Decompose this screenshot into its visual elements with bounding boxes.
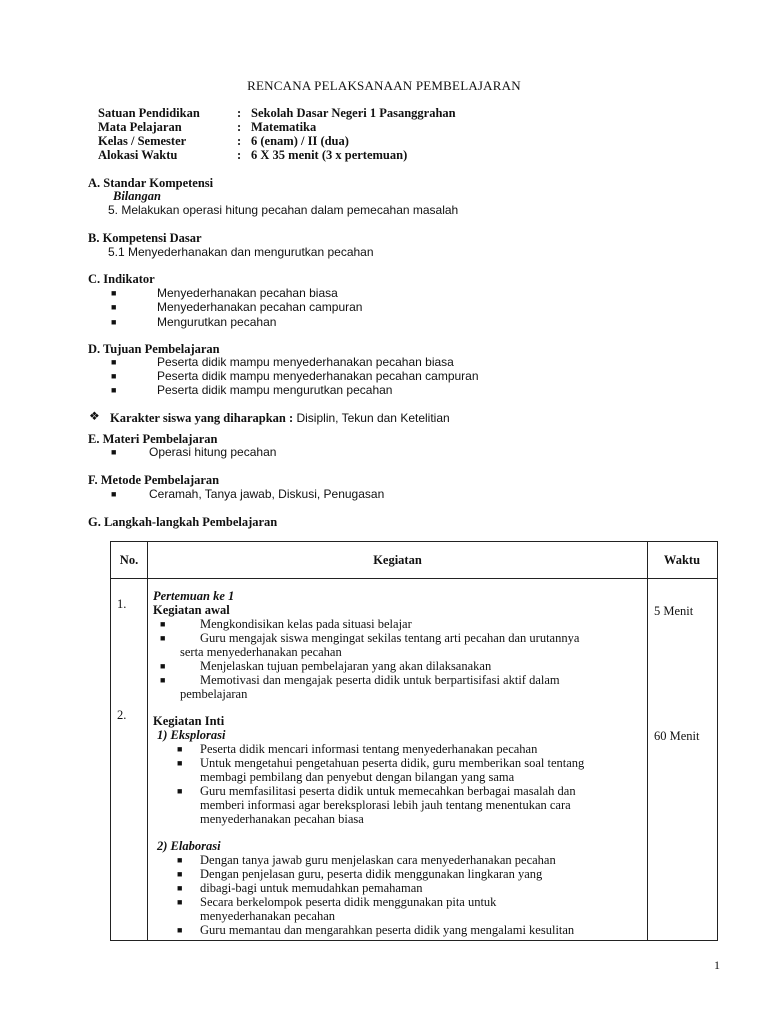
activity-line: Mengkondisikan kelas pada situasi belajar (200, 617, 412, 631)
diamond-bullet-icon: ❖ (89, 409, 100, 423)
list-item: Mengurutkan pecahan (157, 315, 277, 329)
table-divider (647, 542, 648, 940)
activity-line: memberi informasi agar bereksplorasi lebih jauh tentang menentukan cara (200, 798, 571, 812)
bullet-icon: ■ (160, 675, 166, 685)
table-divider (147, 542, 148, 940)
row-number: 2. (117, 708, 127, 722)
activity-line: Secara berkelompok peserta didik menggunakan pita untuk (200, 895, 497, 909)
bullet-icon: ■ (111, 385, 117, 395)
activity-line: Peserta didik mencari informasi tentang menyederhanakan pecahan (200, 742, 538, 756)
identity-value: 6 X 35 menit (3 x pertemuan) (251, 148, 408, 162)
section-b-item: 5.1 Menyederhanakan dan mengurutkan pecahan (108, 245, 374, 259)
list-item: Operasi hitung pecahan (149, 445, 277, 459)
table-header-kegiatan: Kegiatan (373, 553, 422, 567)
identity-value: Sekolah Dasar Negeri 1 Pasanggrahan (251, 106, 456, 120)
activity-line: serta menyederhanakan pecahan (180, 645, 342, 659)
bullet-icon: ■ (160, 661, 166, 671)
list-item: Peserta didik mampu menyederhanakan pecahan biasa (157, 355, 454, 369)
activity-line: membagi pembilang dan penyebut dengan bilangan yang sama (200, 770, 515, 784)
section-heading-f: F. Metode Pembelajaran (88, 473, 220, 487)
bullet-icon: ■ (111, 302, 117, 312)
row-time: 60 Menit (654, 729, 700, 743)
section-a-item: 5. Melakukan operasi hitung pecahan dalam pemecahan masalah (108, 203, 459, 217)
activity-line: Guru memfasilitasi peserta didik untuk memecahkan berbagai masalah dan (200, 784, 576, 798)
identity-sep: : (237, 106, 242, 120)
meeting-title: Pertemuan ke 1 (153, 589, 235, 603)
karakter-value: Disiplin, Tekun dan Ketelitian (293, 411, 450, 425)
bullet-icon: ■ (160, 633, 166, 643)
karakter-line (110, 411, 450, 426)
section-heading-d: D. Tujuan Pembelajaran (88, 342, 220, 356)
identity-value: 6 (enam) / II (dua) (251, 134, 349, 148)
list-item: Peserta didik mampu menyederhanakan pecahan campuran (157, 369, 479, 383)
activity-line: menyederhanakan pecahan biasa (200, 812, 364, 826)
document-title: RENCANA PELAKSANAAN PEMBELAJARAN (247, 78, 521, 93)
identity-sep: : (237, 120, 242, 134)
activity-line: Untuk mengetahui pengetahuan peserta didik, guru memberikan soal tentang (200, 756, 585, 770)
bullet-icon: ■ (177, 883, 183, 893)
activity-line: Menjelaskan tujuan pembelajaran yang akan dilaksanakan (200, 659, 492, 673)
activity-line: Memotivasi dan mengajak peserta didik untuk berpartisifasi aktif dalam (200, 673, 560, 687)
section-heading-b: B. Kompetensi Dasar (88, 231, 202, 245)
bullet-icon: ■ (177, 869, 183, 879)
bullet-icon: ■ (177, 744, 183, 754)
bullet-icon: ■ (177, 786, 183, 796)
list-item: Ceramah, Tanya jawab, Diskusi, Penugasan (149, 487, 385, 501)
bullet-icon: ■ (111, 447, 117, 457)
table-header-waktu: Waktu (663, 553, 701, 567)
bullet-icon: ■ (111, 317, 117, 327)
karakter-label: Karakter siswa yang diharapkan : (110, 411, 294, 425)
section-a-sub: Bilangan (113, 189, 161, 203)
page-number: 1 (714, 958, 720, 972)
bullet-icon: ■ (111, 288, 117, 298)
bullet-icon: ■ (177, 758, 183, 768)
activity-line: Guru mengajak siswa mengingat sekilas tentang arti pecahan dan urutannya (200, 631, 580, 645)
row-time: 5 Menit (654, 604, 694, 618)
activity-line: menyederhanakan pecahan (200, 909, 335, 923)
bullet-icon: ■ (160, 619, 166, 629)
identity-sep: : (237, 148, 242, 162)
table-divider (111, 578, 717, 579)
activity-line: Dengan penjelasan guru, peserta didik menggunakan lingkaran yang (200, 867, 543, 881)
section-heading-e: E. Materi Pembelajaran (88, 432, 218, 446)
bullet-icon: ■ (111, 357, 117, 367)
elaborasi-heading: 2) Elaborasi (157, 839, 221, 853)
bullet-icon: ■ (177, 925, 183, 935)
bullet-icon: ■ (177, 897, 183, 907)
identity-label: Mata Pelajaran (98, 120, 182, 134)
kegiatan-awal-heading: Kegiatan awal (153, 603, 230, 617)
section-heading-a: A. Standar Kompetensi (88, 176, 214, 190)
list-item: Menyederhanakan pecahan campuran (157, 300, 363, 314)
kegiatan-inti-heading: Kegiatan Inti (153, 714, 225, 728)
eksplorasi-heading: 1) Eksplorasi (157, 728, 226, 742)
list-item: Peserta didik mampu mengurutkan pecahan (157, 383, 393, 397)
identity-label: Kelas / Semester (98, 134, 187, 148)
activity-line: Dengan tanya jawab guru menjelaskan cara menyederhanakan pecahan (200, 853, 556, 867)
section-heading-g: G. Langkah-langkah Pembelajaran (88, 515, 278, 529)
section-heading-c: C. Indikator (88, 272, 155, 286)
row-number: 1. (117, 597, 127, 611)
bullet-icon: ■ (111, 489, 117, 499)
bullet-icon: ■ (177, 855, 183, 865)
identity-value: Matematika (251, 120, 317, 134)
activity-line: dibagi-bagi untuk memudahkan pemahaman (200, 881, 423, 895)
bullet-icon: ■ (111, 371, 117, 381)
identity-sep: : (237, 134, 242, 148)
activity-line: pembelajaran (180, 687, 248, 701)
table-header-no: No. (119, 553, 139, 567)
identity-label: Alokasi Waktu (98, 148, 178, 162)
activity-line: Guru memantau dan mengarahkan peserta didik yang mengalami kesulitan (200, 923, 575, 937)
list-item: Menyederhanakan pecahan biasa (157, 286, 338, 300)
identity-label: Satuan Pendidikan (98, 106, 200, 120)
